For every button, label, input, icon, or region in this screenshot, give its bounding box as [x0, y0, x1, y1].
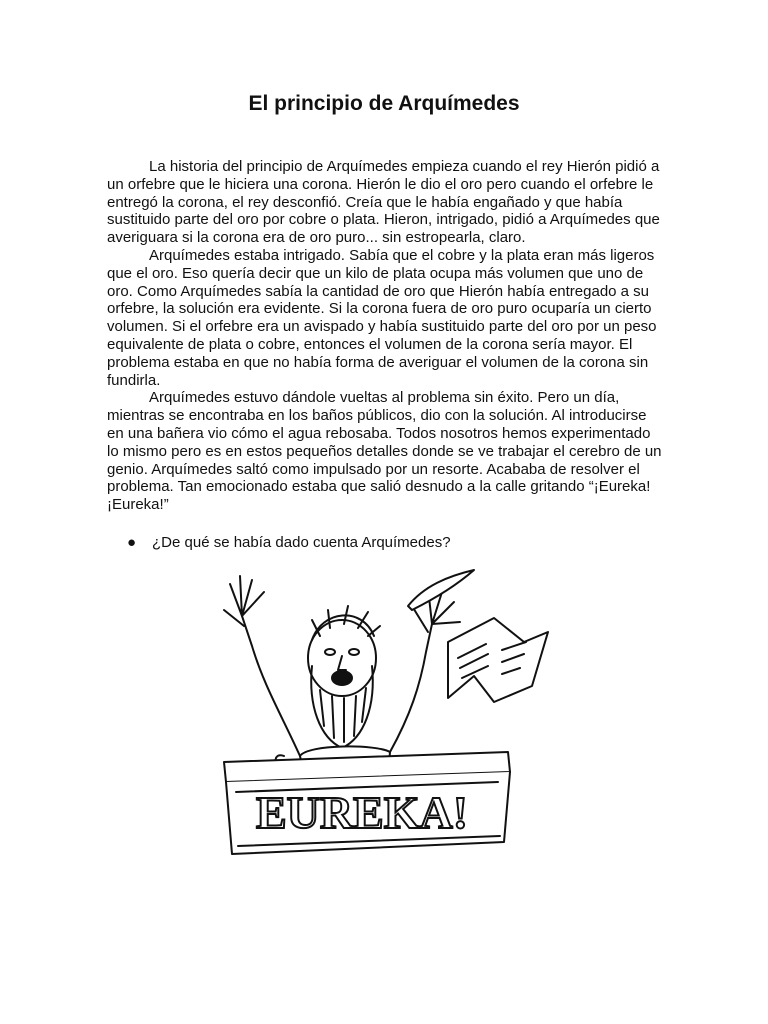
body-text	[107, 158, 663, 514]
bullet-icon: ●	[127, 534, 137, 551]
flying-paper-icon	[448, 618, 548, 702]
bath-label: EUREKA!	[255, 787, 469, 838]
paragraph-1: La historia del principio de Arquímedes empieza cuando el rey Hierón pidió a un orfebre que le hiciera una corona. Hierón le dio el oro pero cuando el orfebre le entregó la corona, el rey desconfió. Creía que le había engañado y que había sustituido parte del oro por cobre o plata. Hieron, intrigado, pidió a Arquímedes que averiguara si la corona era de oro puro... sin estropearla, claro.	[107, 158, 660, 247]
question-item	[127, 534, 627, 552]
paragraph-2: Arquímedes estaba intrigado. Sabía que el cobre y la plata eran más ligeros que el oro. Eso quería decir que un kilo de plata ocupa más volumen que uno de oro. Como Arquímedes sabía la cantidad de oro que Hierón había entregado a su orfebre, la solución era evidente. Si la corona fuera de oro puro ocuparía un cierto volumen. Si el orfebre era un avispado y había sustituido parte del oro por un peso equivalente de plata o cobre, entonces el volumen de la corona sería mayor. El problema estaba en que no había forma de averiguar el volumen de la corona sin fundirla.	[107, 246, 657, 389]
right-arm	[390, 624, 432, 752]
quill-icon	[408, 570, 474, 610]
page-title: El principio de Arquímedes	[248, 92, 520, 115]
left-arm	[242, 616, 300, 756]
paragraph-3: Arquímedes estuvo dándole vueltas al problema sin éxito. Pero un día, mientras se encontraba en los baños públicos, dio con la solución. Al introducirse en una bañera vio cómo el agua rebosaba. Todos nosotros hemos experimentado lo mismo pero es en estos pequeños detalles donde se ve trabajar el cerebro de un genio. Arquímedes saltó como impulsado por un resorte. Acababa de resolver el problema. Tan emocionado estaba que salió desnudo a la calle gritando “¡Eureka! ¡Eureka!”	[107, 389, 662, 514]
question-text: ¿De qué se había dado cuenta Arquímedes?	[152, 534, 451, 551]
archimedes-eureka-illustration	[212, 566, 562, 872]
